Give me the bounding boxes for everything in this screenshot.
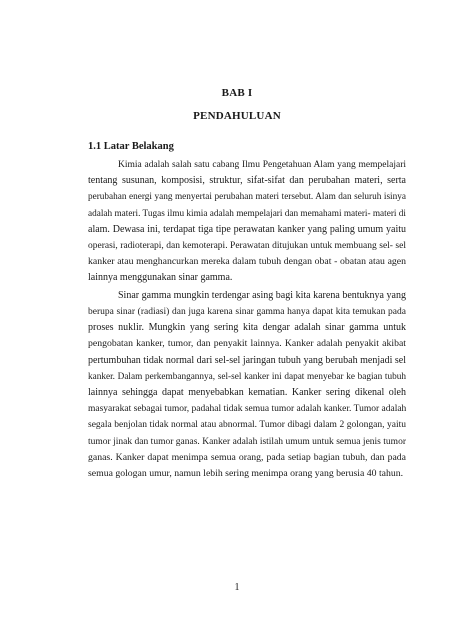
- paragraph-2-line-6: kanker. Dalam perkembangannya, sel-sel kanker ini dapat menyebar ke bagian tubuh: [88, 372, 406, 382]
- paragraph-1-line-1: Kimia adalah salah satu cabang Ilmu Pengetahuan Alam yang mempelajari: [118, 160, 406, 170]
- paragraph-1-line-6: operasi, radioterapi, dan kemoterapi. Perawatan ditujukan untuk membuang sel- sel: [88, 241, 406, 251]
- section-heading: 1.1 Latar Belakang: [88, 141, 174, 152]
- paragraph-2-line-11: ganas. Kanker dapat menimpa semua orang, pada setiap bagian tubuh, dan pada: [88, 452, 406, 463]
- page-number: 1: [234, 582, 240, 593]
- paragraph-2-line-7: lainnya sehingga dapat menyebabkan kematian. Kanker sering dikenal oleh: [88, 387, 406, 398]
- paragraph-2-line-12: semua gologan umur, namun lebih sering menimpa orang yang berusia 40 tahun.: [88, 468, 404, 479]
- chapter-label: BAB I: [221, 87, 253, 99]
- paragraph-1-line-4: adalah materi. Tugas ilmu kimia adalah mempelajari dan memahami materi- materi di: [88, 209, 406, 219]
- paragraph-2-line-8: masyarakat sebagai tumor, padahal tidak semua tumor adalah kanker. Tumor adalah: [88, 404, 407, 414]
- paragraph-2-line-9: segala benjolan tidak normal atau abnormal. Tumor dibagi dalam 2 golongan, yaitu: [88, 420, 406, 430]
- paragraph-1-line-8: lainnya menggunakan sinar gamma.: [88, 272, 233, 283]
- chapter-title: PENDAHULUAN: [193, 110, 281, 122]
- paragraph-1-line-5: alam. Dewasa ini, terdapat tiga tipe perawatan kanker yang paling umum yaitu: [88, 224, 406, 235]
- paragraph-1-line-7: kanker atau menghancurkan mereka dalam tubuh dengan obat - obatan atau agen: [88, 256, 406, 267]
- paragraph-2-line-10: tumor jinak dan tumor ganas. Kanker adalah istilah umum untuk semua jenis tumor: [88, 437, 406, 447]
- paragraph-2-line-1: Sinar gamma mungkin terdengar asing bagi kita karena bentuknya yang: [118, 290, 406, 301]
- paragraph-2-line-3: proses nuklir. Mungkin yang sering kita dengar adalah sinar gamma untuk: [88, 322, 406, 333]
- paragraph-2-line-5: pertumbuhan tidak normal dari sel-sel jaringan tubuh yang berubah menjadi sel: [88, 355, 406, 366]
- paragraph-2-line-2: berupa sinar (radiasi) dan juga karena sinar gamma hanya dapat kita temukan pada: [88, 307, 406, 317]
- paragraph-1-line-3: perubahan energi yang menyertai perubahan materi tersebut. Alam dan seluruh isinya: [88, 192, 406, 202]
- paragraph-1-line-2: tentang susunan, komposisi, struktur, sifat-sifat dan perubahan materi, serta: [88, 175, 406, 186]
- paragraph-2-line-4: pengobatan kanker, tumor, dan penyakit lainnya. Kanker adalah penyakit akibat: [88, 338, 406, 349]
